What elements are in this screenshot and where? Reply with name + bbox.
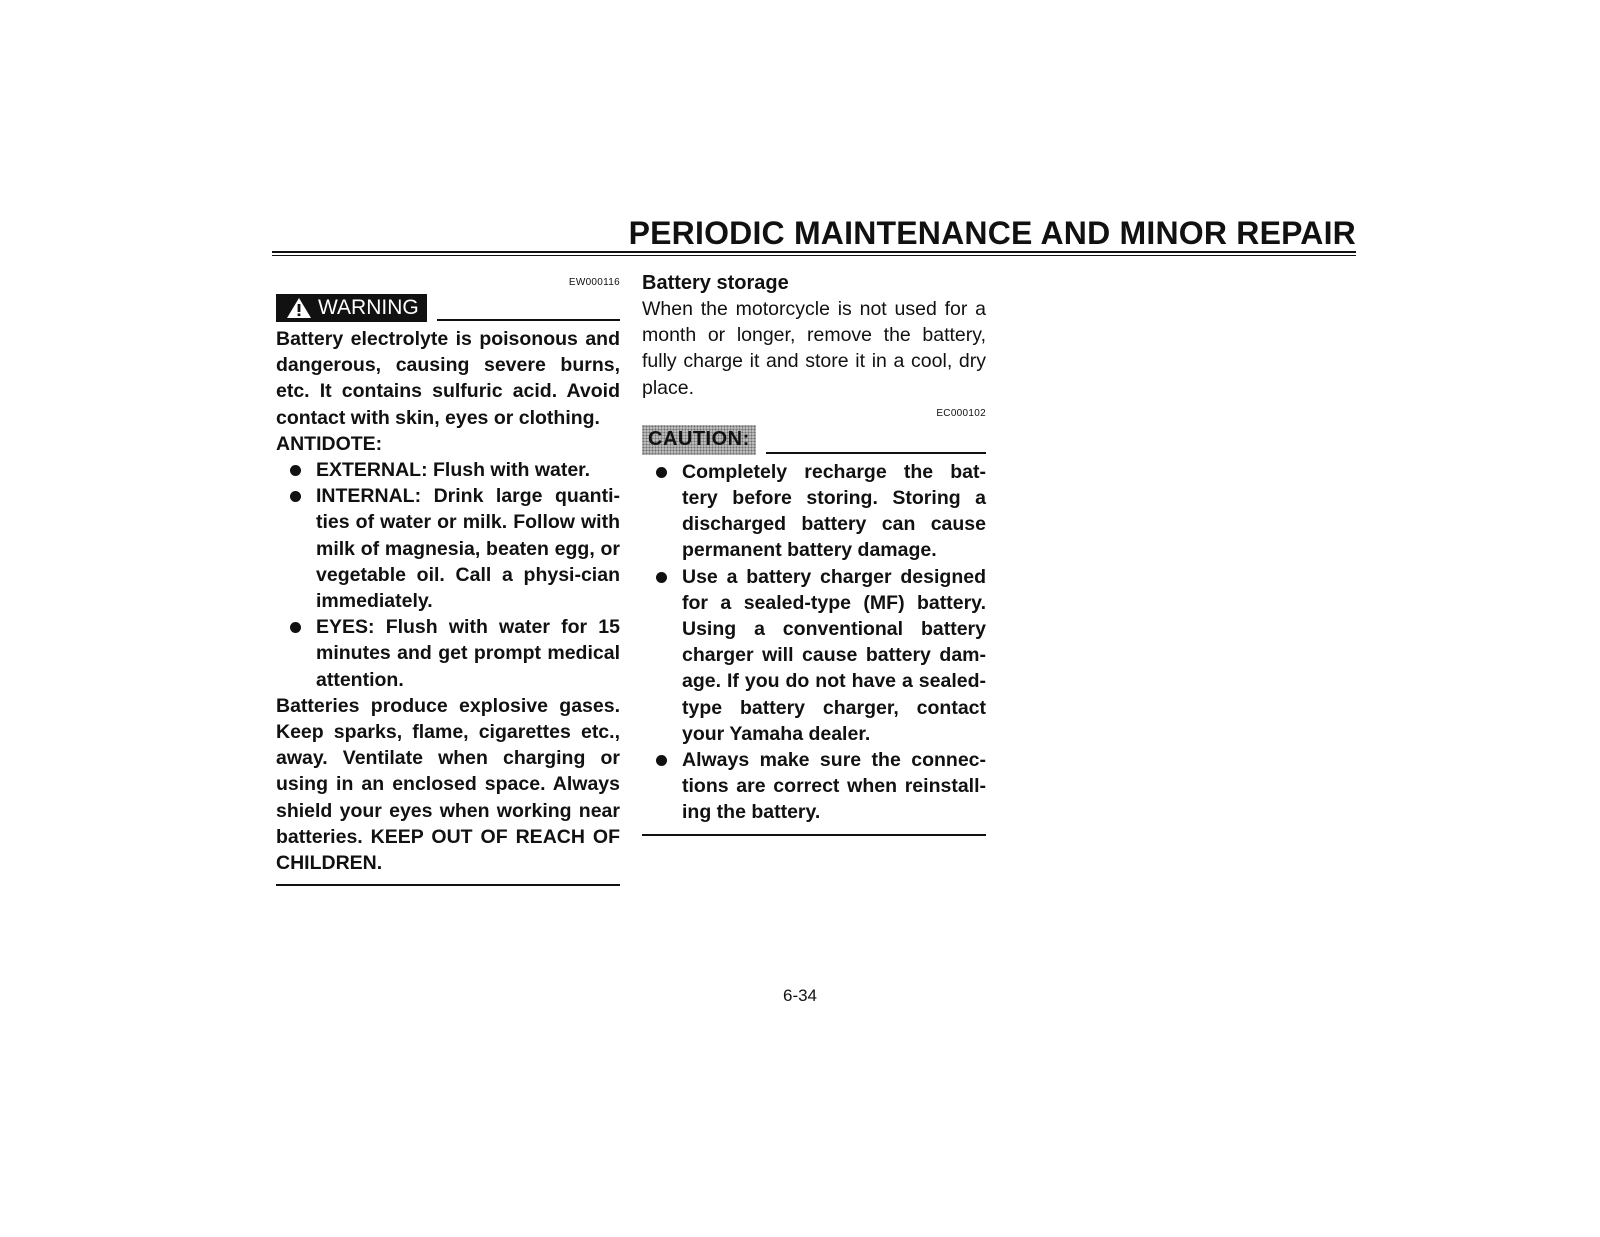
list-item	[642, 459, 986, 564]
warning-code: EW000116	[568, 277, 620, 288]
warning-intro: Battery electrolyte is poisonous and dangerous, causing severe burns, etc. It contains sulfuric acid. Avoid contact with skin, eyes or clothing.	[276, 328, 620, 429]
storage-body: When the motorcycle is not used for a month or longer, remove the battery, fully charge it and store it in a cool, dry place.	[642, 298, 986, 399]
caution-badge: CAUTION:	[642, 425, 756, 455]
storage-heading: Battery storage	[642, 272, 789, 294]
list-item	[276, 614, 620, 693]
caution-header	[642, 425, 986, 455]
list-item	[276, 483, 620, 614]
bullet-icon	[656, 755, 667, 766]
caution-list	[642, 459, 986, 826]
caution-code: EC000102	[936, 407, 986, 419]
storage-column	[642, 270, 986, 836]
bullet-icon	[290, 491, 301, 502]
bullet-icon	[290, 465, 301, 476]
warning-triangle-icon	[286, 297, 312, 319]
header-rule	[272, 251, 1356, 256]
warning-badge	[276, 294, 427, 322]
warning-end-rule	[276, 884, 620, 886]
list-item	[642, 747, 986, 826]
bullet-icon	[656, 467, 667, 478]
bullet-icon	[290, 622, 301, 633]
warning-closing: Batteries produce explosive gases. Keep sparks, flame, cigarettes etc., away. Ventilate when charging or using in an enclosed space. Always shield your eyes when working near batteries. KEEP OUT OF REACH OF CHILDREN.	[276, 694, 620, 875]
list-item-text: EYES: Flush with water for 15 minutes and get prompt medical attention.	[316, 616, 620, 691]
antidote-label: ANTIDOTE:	[276, 432, 383, 455]
list-item-text: Completely recharge the bat-tery before storing. Storing a discharged battery can cause permanent battery damage.	[682, 460, 986, 562]
warning-label: WARNING	[318, 296, 419, 319]
page-number: 6-34	[782, 986, 818, 1005]
list-item-text: Use a battery charger designed for a sealed-type (MF) battery. Using a conventional battery charger will cause battery dam-age. If you do not have a sealed-type battery charger, contact your Yamaha dealer.	[682, 565, 986, 745]
list-item-text: INTERNAL: Drink large quanti-ties of water or milk. Follow with milk of magnesia, beaten egg, or vegetable oil. Call a physi-cian immediately.	[316, 485, 620, 613]
antidote-list	[276, 457, 620, 693]
list-item	[276, 457, 620, 483]
warning-badge-rule	[437, 319, 620, 321]
bullet-icon	[656, 572, 667, 583]
caution-end-rule	[642, 834, 986, 836]
list-item-text: EXTERNAL: Flush with water.	[316, 459, 591, 482]
warning-header	[276, 292, 620, 322]
caution-badge-rule	[766, 452, 986, 454]
warning-column	[276, 270, 620, 886]
list-item-text: Always make sure the connec-tions are correct when reinstall-ing the battery.	[682, 749, 986, 824]
page-title: PERIODIC MAINTENANCE AND MINOR REPAIR	[628, 215, 1356, 251]
list-item	[642, 564, 986, 747]
